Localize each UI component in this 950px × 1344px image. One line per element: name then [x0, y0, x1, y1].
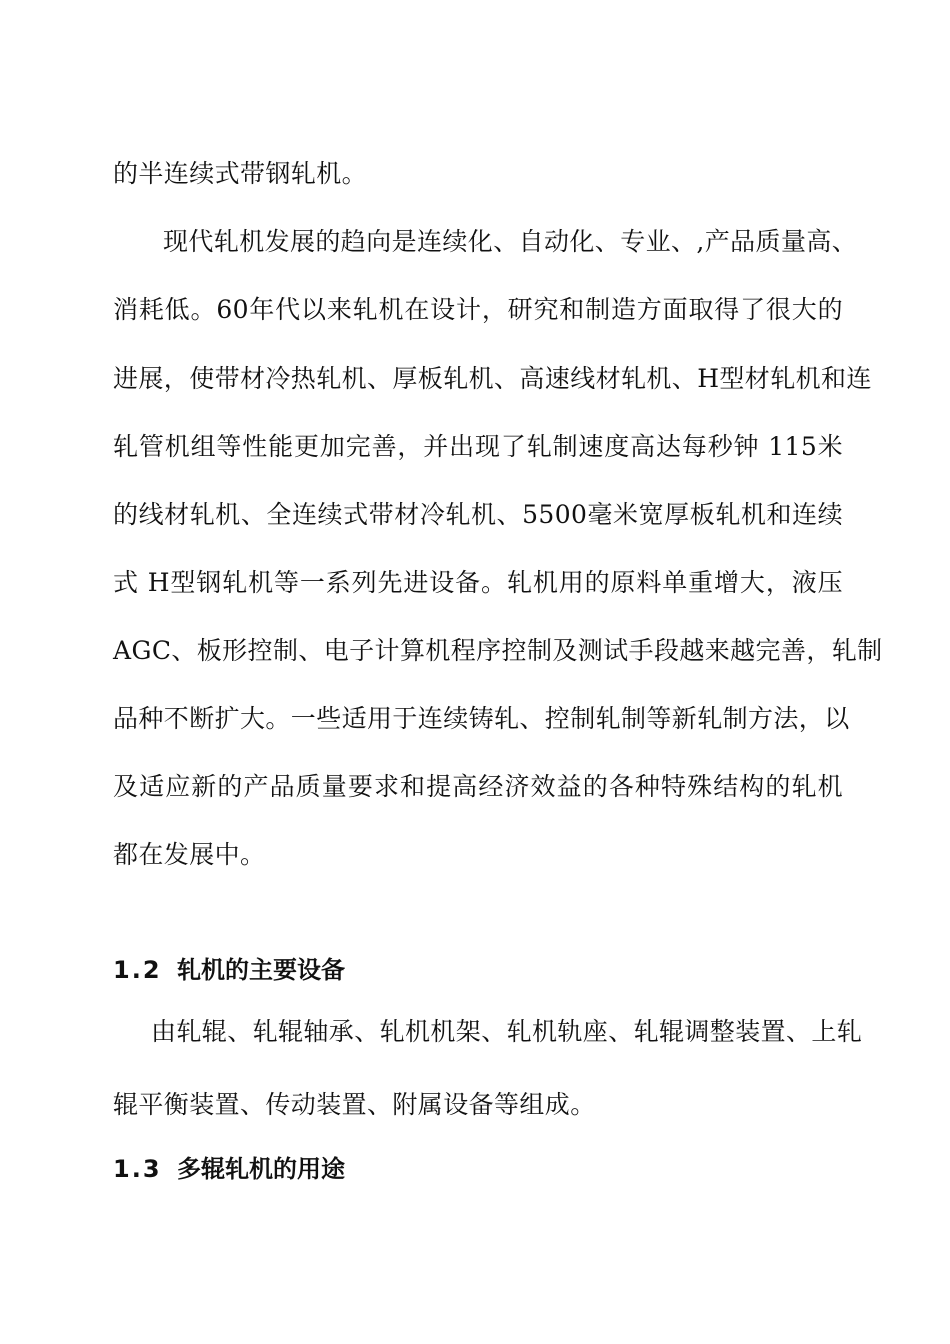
section-number: 1.2: [113, 956, 162, 984]
paragraph-line: 品种不断扩大。一些适用于连续铸轧、控制轧制等新轧制方法，以: [113, 704, 850, 733]
paragraph-line: AGC、板形控制、电子计算机程序控制及测试手段越来越完善，轧制: [113, 636, 883, 665]
paragraph-line: 的半连续式带钢轧机。: [113, 159, 368, 188]
paragraph-line: 现代轧机发展的趋向是连续化、自动化、专业、,产品质量高、: [163, 227, 858, 256]
paragraph-line: 消耗低。60年代以来轧机在设计，研究和制造方面取得了很大的: [113, 295, 843, 324]
section-number: 1.3: [113, 1155, 162, 1183]
paragraph-line: 进展，使带材冷热轧机、厚板轧机、高速线材轧机、H型材轧机和连: [113, 364, 872, 393]
paragraph-line: 式 H型钢轧机等一系列先进设备。轧机用的原料单重增大，液压: [113, 568, 843, 597]
paragraph-line: 都在发展中。: [113, 840, 266, 869]
paragraph-line: 的线材轧机、全连续式带材冷轧机、5500毫米宽厚板轧机和连续: [113, 500, 843, 529]
section-title: 多辊轧机的用途: [177, 1155, 345, 1183]
section-heading: [113, 1153, 345, 1185]
section-heading: [113, 954, 345, 986]
paragraph-line: 轧管机组等性能更加完善，并出现了轧制速度高达每秒钟 115米: [113, 432, 843, 461]
paragraph-line: 及适应新的产品质量要求和提高经济效益的各种特殊结构的轧机: [113, 772, 843, 801]
paragraph-line: 由轧辊、轧辊轴承、轧机机架、轧机轨座、轧辊调整装置、上轧: [151, 1017, 863, 1046]
section-title: 轧机的主要设备: [177, 956, 345, 984]
paragraph-line: 辊平衡装置、传动装置、附属设备等组成。: [113, 1090, 596, 1119]
